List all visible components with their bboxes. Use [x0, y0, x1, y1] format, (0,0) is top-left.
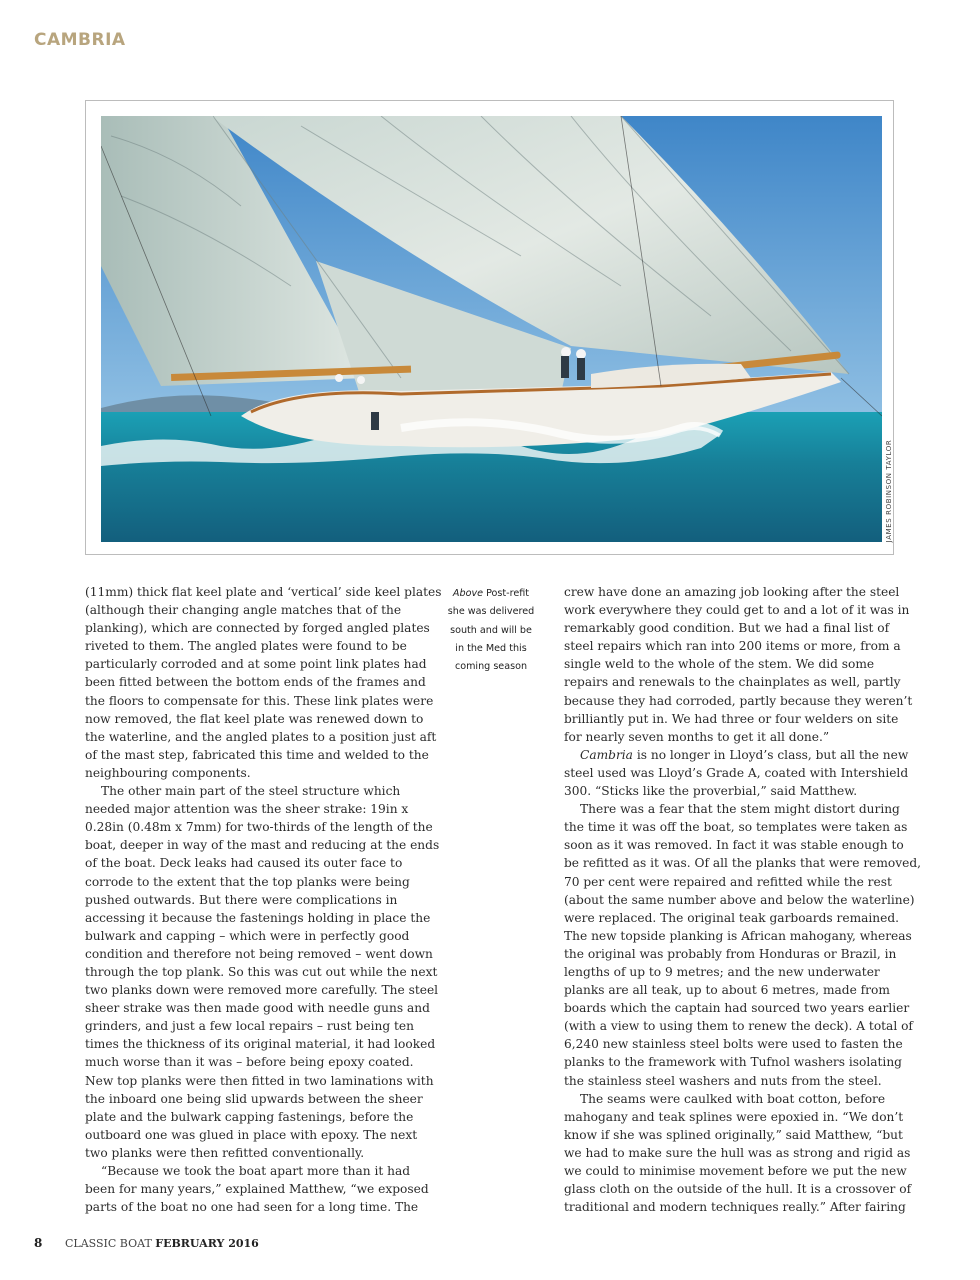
- text-line: plate and the bulwark capping fastenings, before the: [85, 1109, 414, 1124]
- issue-date: FEBRUARY 2016: [155, 1237, 259, 1250]
- text-line: boat, deeper in way of the mast and reducing at the ends: [85, 838, 440, 853]
- text-line: because they had corroded, partly because they weren’t: [564, 693, 913, 708]
- magazine-name: CLASSIC BOAT: [65, 1237, 152, 1250]
- text-line: neighbouring components.: [85, 765, 251, 780]
- text-line: Cambria is no longer in Lloyd’s class, but all the new: [580, 747, 909, 762]
- page-footer: [34, 1236, 259, 1250]
- text-line: remarkably good condition. But we had a final list of: [564, 621, 890, 636]
- text-line: outboard one was glued in place with epoxy. The next: [85, 1127, 418, 1142]
- text-line: lengths of up to 9 metres; and the new underwater: [564, 964, 880, 979]
- text-line: The other main part of the steel structure which: [101, 784, 401, 799]
- text-line: 300. “Sticks like the proverbial,” said Matthew.: [564, 784, 858, 799]
- text-line: times the thickness of its original material, it had looked: [85, 1037, 436, 1052]
- text-line: 70 per cent were repaired and refitted while the rest: [564, 874, 892, 889]
- text-line: through the top plank. So this was cut out while the next: [85, 964, 438, 979]
- text-line: the waterline, and the angled plates to a position just aft: [85, 729, 437, 744]
- text-line: (although their changing angle matches that of the: [85, 603, 402, 618]
- text-line: parts of the boat no one had seen for a long time. The: [85, 1200, 419, 1215]
- text-line: soon as it was removed. In fact it was stable enough to: [564, 838, 904, 853]
- text-line: riveted to them. The angled plates were found to be: [85, 639, 407, 654]
- text-line: be refitted as it was. Of all the planks that were removed,: [564, 856, 922, 871]
- photo-frame: [85, 100, 894, 555]
- vessel-name: Cambria: [580, 747, 633, 762]
- caption-lead: Above: [452, 588, 484, 599]
- magazine-issue: [65, 1237, 259, 1250]
- text-line: steel repairs which ran into 200 items or more, from a: [564, 639, 901, 654]
- text-line: planks to the framework with Tufnol washers isolating: [564, 1055, 902, 1070]
- text-line: the inboard one being slid upwards between the sheer: [85, 1091, 423, 1106]
- page-number: 8: [34, 1236, 43, 1250]
- text-line: of the mast step, fabricated this time and welded to the: [85, 747, 429, 762]
- text-line: The new topside planking is African mahogany, whereas: [564, 928, 912, 943]
- text-line: (with a view to using them to renew the deck). A total of: [564, 1019, 913, 1034]
- text-line: been fitted between the bottom ends of the frames and: [85, 675, 426, 690]
- text-line: planks are all teak, up to about 6 metres, made from: [564, 983, 890, 998]
- text-line: grinders, and just a few local repairs – rust being ten: [85, 1019, 414, 1034]
- text-line: particularly corroded and at some point link plates had: [85, 657, 427, 672]
- text-line: much worse than it was – before being epoxy coated.: [85, 1055, 414, 1070]
- text-line: pushed outwards. But there were complications in: [85, 892, 398, 907]
- text-line: for nearly seven months to get it all done.”: [564, 729, 830, 744]
- text-line: glass cloth on the outside of the hull. It is a crossover of: [564, 1182, 912, 1197]
- text-line: the stainless steel washers and nuts from the steel.: [564, 1073, 882, 1088]
- text-line: boards which the captain had sourced two years earlier: [564, 1001, 910, 1016]
- text-line: been for many years,” explained Matthew, “we exposed: [85, 1182, 429, 1197]
- text-line: needed major attention was the sheer strake: 19in x: [85, 802, 409, 817]
- text-line: (about the same number above and below the waterline): [564, 892, 915, 907]
- text-line: now removed, the flat keel plate was renewed down to: [85, 711, 424, 726]
- photo-caption: Above Post-refit she was delivered south and will be in the Med this coming season: [447, 588, 535, 673]
- text-line: the original was probably from Honduras or Brazil, in: [564, 946, 897, 961]
- text-line: repairs and renewals to the chainplates as well, partly: [564, 675, 901, 690]
- text-line: sheer strake was then made good with needle guns and: [85, 1001, 430, 1016]
- text-line: know if she was splined originally,” said Matthew, “but: [564, 1127, 903, 1142]
- text-line: we had to make sure the hull was as strong and rigid as: [564, 1145, 911, 1160]
- text-line: There was a fear that the stem might distort during: [580, 802, 900, 817]
- text-line: single weld to the whole of the stem. We did some: [564, 657, 875, 672]
- text-line: The seams were caulked with boat cotton, before: [580, 1091, 886, 1106]
- section-title: CAMBRIA: [34, 30, 126, 50]
- article-column-left: [85, 583, 442, 1216]
- text-line: New top planks were then fitted in two laminations with: [85, 1073, 434, 1088]
- text-line: we could to minimise movement before we put the new: [564, 1164, 907, 1178]
- text-line: work everywhere they could get to and a lot of it was in: [564, 603, 910, 618]
- text-line: bulwark and capping – which were in perfectly good: [85, 928, 410, 943]
- text-line: crew have done an amazing job looking after the steel: [564, 585, 900, 599]
- text-line: (11mm) thick flat keel plate and ‘vertical’ side keel plates: [85, 585, 442, 599]
- text-line: planking), which are connected by forged angled plates: [85, 621, 430, 636]
- text-line: mahogany and teak splines were epoxied in. “We don’t: [564, 1109, 904, 1124]
- text-line: the floors to compensate for this. These link plates were: [85, 693, 434, 708]
- text-line: were replaced. The original teak garboards remained.: [564, 910, 900, 925]
- text-line: brilliantly put in. We had three or four welders on site: [564, 711, 899, 726]
- photo-credit: JAMES ROBINSON TAYLOR: [885, 439, 893, 543]
- text-line: two planks down were removed more carefully. The steel: [85, 983, 439, 998]
- text-line: traditional and modern techniques really.” After fairing: [564, 1200, 906, 1215]
- text-line: of the boat. Deck leaks had caused its outer face to: [85, 856, 403, 871]
- text-line: two planks were then refitted conventionally.: [85, 1145, 365, 1160]
- text-line: “Because we took the boat apart more than it had: [101, 1164, 411, 1178]
- text-line: condition and therefore not being removed – went down: [85, 946, 433, 961]
- yacht-photo: [101, 116, 882, 542]
- article-column-right: [564, 583, 922, 1216]
- text-line: accessing it because the fastenings holding in place the: [85, 910, 431, 925]
- text-line: steel used was Lloyd’s Grade A, coated with Intershield: [564, 765, 909, 780]
- text-line: 6,240 new stainless steel bolts were used to fasten the: [564, 1037, 903, 1052]
- text-line: the time it was off the boat, so templates were taken as: [564, 820, 908, 835]
- text-line: 0.28in (0.48m x 7mm) for two-thirds of the length of the: [85, 820, 433, 835]
- text-line: corrode to the extent that the top planks were being: [85, 874, 410, 889]
